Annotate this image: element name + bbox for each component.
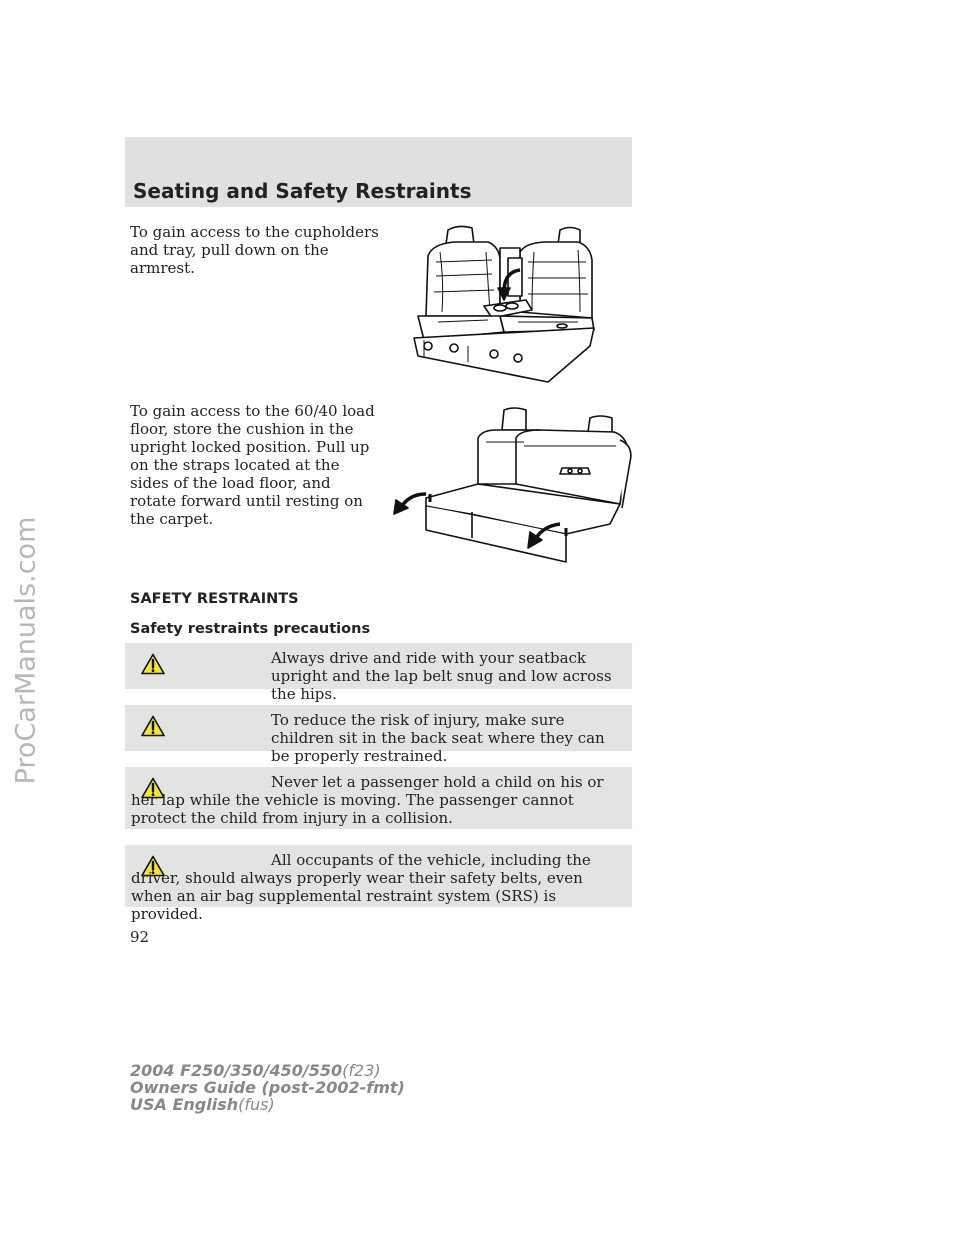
warning-triangle-icon xyxy=(141,653,165,675)
armrest-cupholder-illustration xyxy=(408,222,600,384)
warning-text: All occupants of the vehicle, including the driver, should always properly wear their safety belts, even when an air bag supplemental restraint system (SRS) is provided. xyxy=(131,851,591,923)
section-header-band xyxy=(125,137,632,207)
footer-model: 2004 F250/350/450/550 xyxy=(130,1061,343,1080)
footer-guide: Owners Guide (post-2002-fmt) xyxy=(130,1078,405,1097)
watermark xyxy=(6,300,46,1000)
footer-language-code: (fus) xyxy=(238,1095,275,1114)
load-floor-paragraph: To gain access to the 60/40 load floor, store the cushion in the upright locked position. Pull up on the straps located at the sides of the load floor, and rotate forward until resting on the carpet. xyxy=(130,402,375,528)
document-footer xyxy=(130,1062,405,1113)
section-heading: SAFETY RESTRAINTS xyxy=(130,591,299,607)
footer-model-code: (f23) xyxy=(342,1061,381,1080)
warning-box xyxy=(125,643,632,703)
section-subheading: Safety restraints precautions xyxy=(130,621,371,637)
warning-triangle-icon xyxy=(141,715,165,737)
footer-language-line xyxy=(130,1096,405,1113)
load-floor-illustration xyxy=(390,402,640,564)
warning-box xyxy=(125,705,632,765)
cupholders-paragraph: To gain access to the cupholders and tray, pull down on the armrest. xyxy=(130,223,379,277)
warning-text: To reduce the risk of injury, make sure children sit in the back seat where they can be properly restrained. xyxy=(271,711,605,765)
page-number: 92 xyxy=(130,928,150,946)
warning-text: Never let a passenger hold a child on his or her lap while the vehicle is moving. The passenger cannot protect the child from injury in a collision. xyxy=(131,773,604,827)
watermark-text: ProCarManuals.com xyxy=(10,516,42,784)
warning-text: Always drive and ride with your seatback upright and the lap belt snug and low across the hips. xyxy=(271,649,612,703)
footer-model-line xyxy=(130,1062,405,1079)
footer-language: USA English xyxy=(130,1095,239,1114)
warning-box xyxy=(125,767,632,829)
warning-box xyxy=(125,845,632,923)
page-title: Seating and Safety Restraints xyxy=(133,179,472,203)
